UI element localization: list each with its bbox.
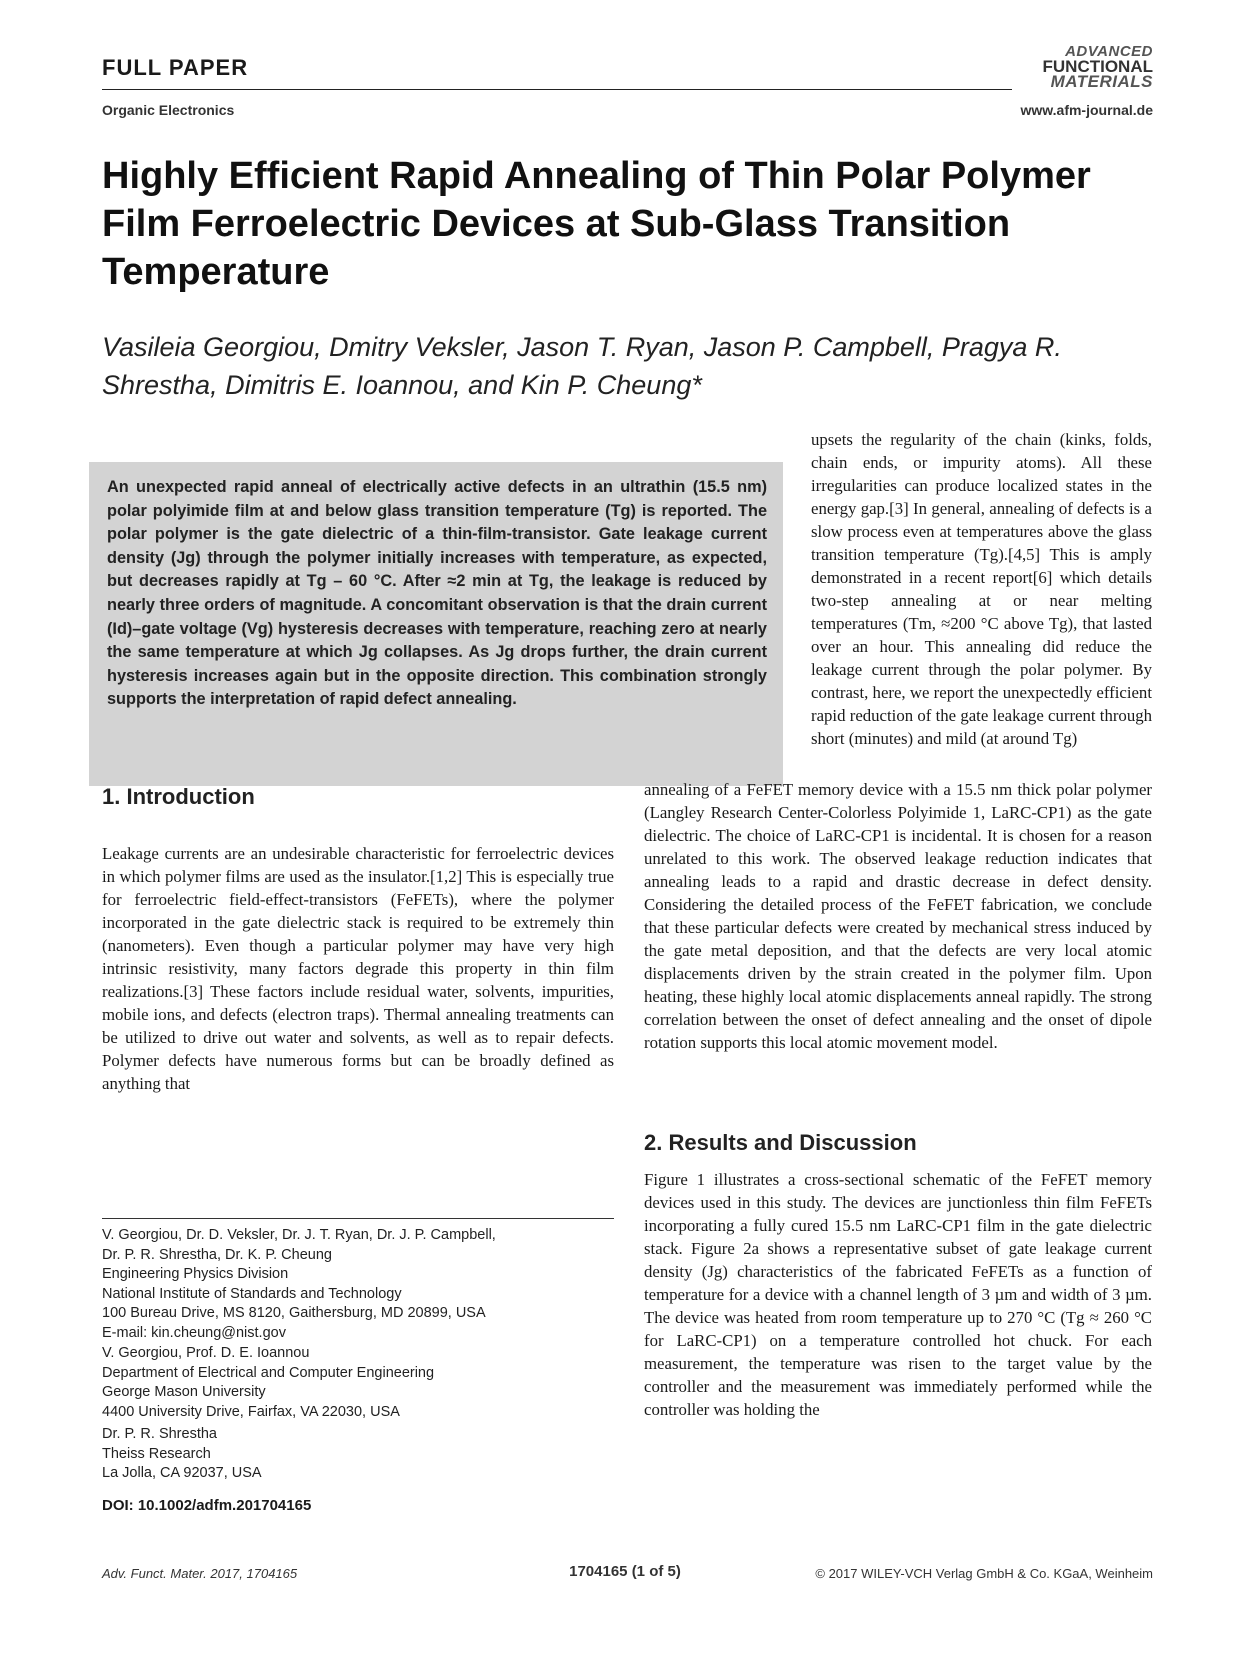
- results-text: Figure 1 illustrates a cross-sectional schematic of the FeFET memory devices used in this study. The devices are junctionless thin film FeFETs incorporating a fully cured 15.5 nm LaRC-CP1 film in the gate dielectric stack. Figure 2a shows a representative subset of gate leakage current density (Jg) characteristics of the fabricated FeFETs as a function of temperature for a device with a channel length of 3 µm and width of 3 µm. The device was heated from room temperature up to 270 °C (Tg ≈ 260 °C for LaRC-CP1) on a temperature controlled hot chuck. For each measurement, the temperature was risen to the target value by the controller and the measurement was immediately performed while the controller was holding the: [644, 1170, 1152, 1419]
- journal-logo: ADVANCED FUNCTIONAL MATERIALS: [1042, 43, 1153, 91]
- affiliation-block-1: [102, 1226, 622, 1343]
- affiliation-block-3: [102, 1425, 622, 1484]
- affiliation-line: 100 Bureau Drive, MS 8120, Gaithersburg, MD 20899, USA: [102, 1305, 486, 1321]
- email-link[interactable]: E-mail: kin.cheung@nist.gov: [102, 1324, 286, 1341]
- intro-text: Leakage currents are an undesirable characteristic for ferroelectric devices in which polymer films are used as the insulator.[1,2] This is especially true for ferroelectric field-effect-transistors (FeFETs), where the polymer incorporated in the gate dielectric stack is required to be extremely thin (nanometers). Even though a particular polymer may have very high intrinsic resistivity, many factors degrade this property in thin film realizations.[3] These factors include residual water, solvents, impurities, mobile ions, and defects (electron traps). Thermal annealing treatments can be utilized to drive out water and solvents, as well as to repair defects. Polymer defects have numerous forms but can be broadly defined as anything that: [102, 844, 614, 1093]
- affiliation-line: Dr. P. R. Shrestha, Dr. K. P. Cheung: [102, 1246, 332, 1263]
- author-list: Vasileia Georgiou, Dmitry Veksler, Jason T. Ryan, Jason P. Campbell, Pragya R. Shrestha, Dimitris E. Ioannou, and Kin P. Cheung*: [102, 332, 1062, 400]
- footer-copyright: © 2017 WILEY-VCH Verlag GmbH & Co. KGaA, Weinheim: [815, 1566, 1153, 1581]
- affiliation-line: Engineering Physics Division: [102, 1266, 289, 1282]
- section-label: Organic Electronics: [102, 102, 235, 118]
- journal-url[interactable]: www.afm-journal.de: [1020, 102, 1153, 118]
- affiliation-line: V. Georgiou, Dr. D. Veksler, Dr. J. T. Ryan, Dr. J. P. Campbell,: [102, 1227, 496, 1243]
- affiliation-line: Dr. P. R. Shrestha: [102, 1426, 217, 1442]
- full-paper-label: FULL PAPER: [102, 55, 249, 80]
- affiliation-line: V. Georgiou, Prof. D. E. Ioannou: [102, 1345, 310, 1361]
- affiliation-line: National Institute of Standards and Technology: [102, 1285, 402, 1302]
- results-heading: 2. Results and Discussion: [644, 1130, 917, 1155]
- affiliation-line: Department of Electrical and Computer Engineering: [102, 1364, 435, 1381]
- footer-citation: Adv. Funct. Mater. 2017, 1704165: [102, 1566, 298, 1581]
- footer-page-number: 1704165 (1 of 5): [569, 1563, 681, 1580]
- body-text-right-top: upsets the regularity of the chain (kinks, folds, chain ends, or impurity atoms). All these irregularities can produce localized states in the energy gap.[3] In general, annealing of defects is a slow process even at temperatures above the glass transition temperature (Tg).[4,5] This is amply demonstrated in a recent report[6] which details two-step annealing at or near melting temperatures (Tm, ≈200 °C above Tg), that lasted over an hour. This annealing did reduce the leakage current through the polar polymer. By contrast, here, we report the unexpectedly efficient rapid reduction of the gate leakage current through short (minutes) and mild (at around Tg): [811, 430, 1152, 748]
- header-rule: [102, 89, 1012, 90]
- affiliation-line: 4400 University Drive, Fairfax, VA 22030, USA: [102, 1403, 400, 1420]
- paper-title: Highly Efficient Rapid Annealing of Thin Polar Polymer Film Ferroelectric Devices at Sub-Glass Transition Temperature: [102, 155, 1091, 293]
- affiliation-line: George Mason University: [102, 1384, 266, 1400]
- affiliation-line: Theiss Research: [102, 1445, 211, 1462]
- doi-link[interactable]: DOI: 10.1002/adfm.201704165: [102, 1497, 312, 1514]
- intro-heading: 1. Introduction: [102, 784, 255, 809]
- affiliation-line: La Jolla, CA 92037, USA: [102, 1465, 262, 1481]
- abstract-text: An unexpected rapid anneal of electrically active defects in an ultrathin (15.5 nm) polar polyimide film at and below glass transition temperature (Tg) is reported. The polar polymer is the gate dielectric of a thin-film-transistor. Gate leakage current density (Jg) through the polymer initially increases with temperature, as expected, but decreases rapidly at Tg – 60 °C. After ≈2 min at Tg, the leakage is reduced by nearly three orders of magnitude. A concomitant observation is that the drain current (Id)–gate voltage (Vg) hysteresis decreases with temperature, reaching zero at nearly the same temperature at which Jg collapses. As Jg drops further, the drain current hysteresis increases again but in the opposite direction. This combination strongly supports the interpretation of rapid defect annealing.: [107, 478, 767, 709]
- affiliation-block-2: [102, 1344, 622, 1422]
- body-text-right-continued: annealing of a FeFET memory device with a 15.5 nm thick polar polymer (Langley Research Center-Colorless Polyimide 1, LaRC-CP1) as the gate dielectric. The choice of LaRC-CP1 is incidental. It is chosen for a reason unrelated to this work. The observed leakage reduction indicates that annealing leads to a rapid and drastic decrease in defect density. Considering the detailed process of the FeFET fabrication, we conclude that these particular defects were created by mechanical stress induced by the gate metal deposition, and that the defects are very local atomic displacements driven by the strain created in the polymer film. Upon heating, these highly local atomic displacements anneal rapidly. The strong correlation between the onset of defect annealing and the onset of dipole rotation supports this local atomic movement model.: [644, 780, 1152, 1052]
- affiliation-rule: [102, 1218, 614, 1219]
